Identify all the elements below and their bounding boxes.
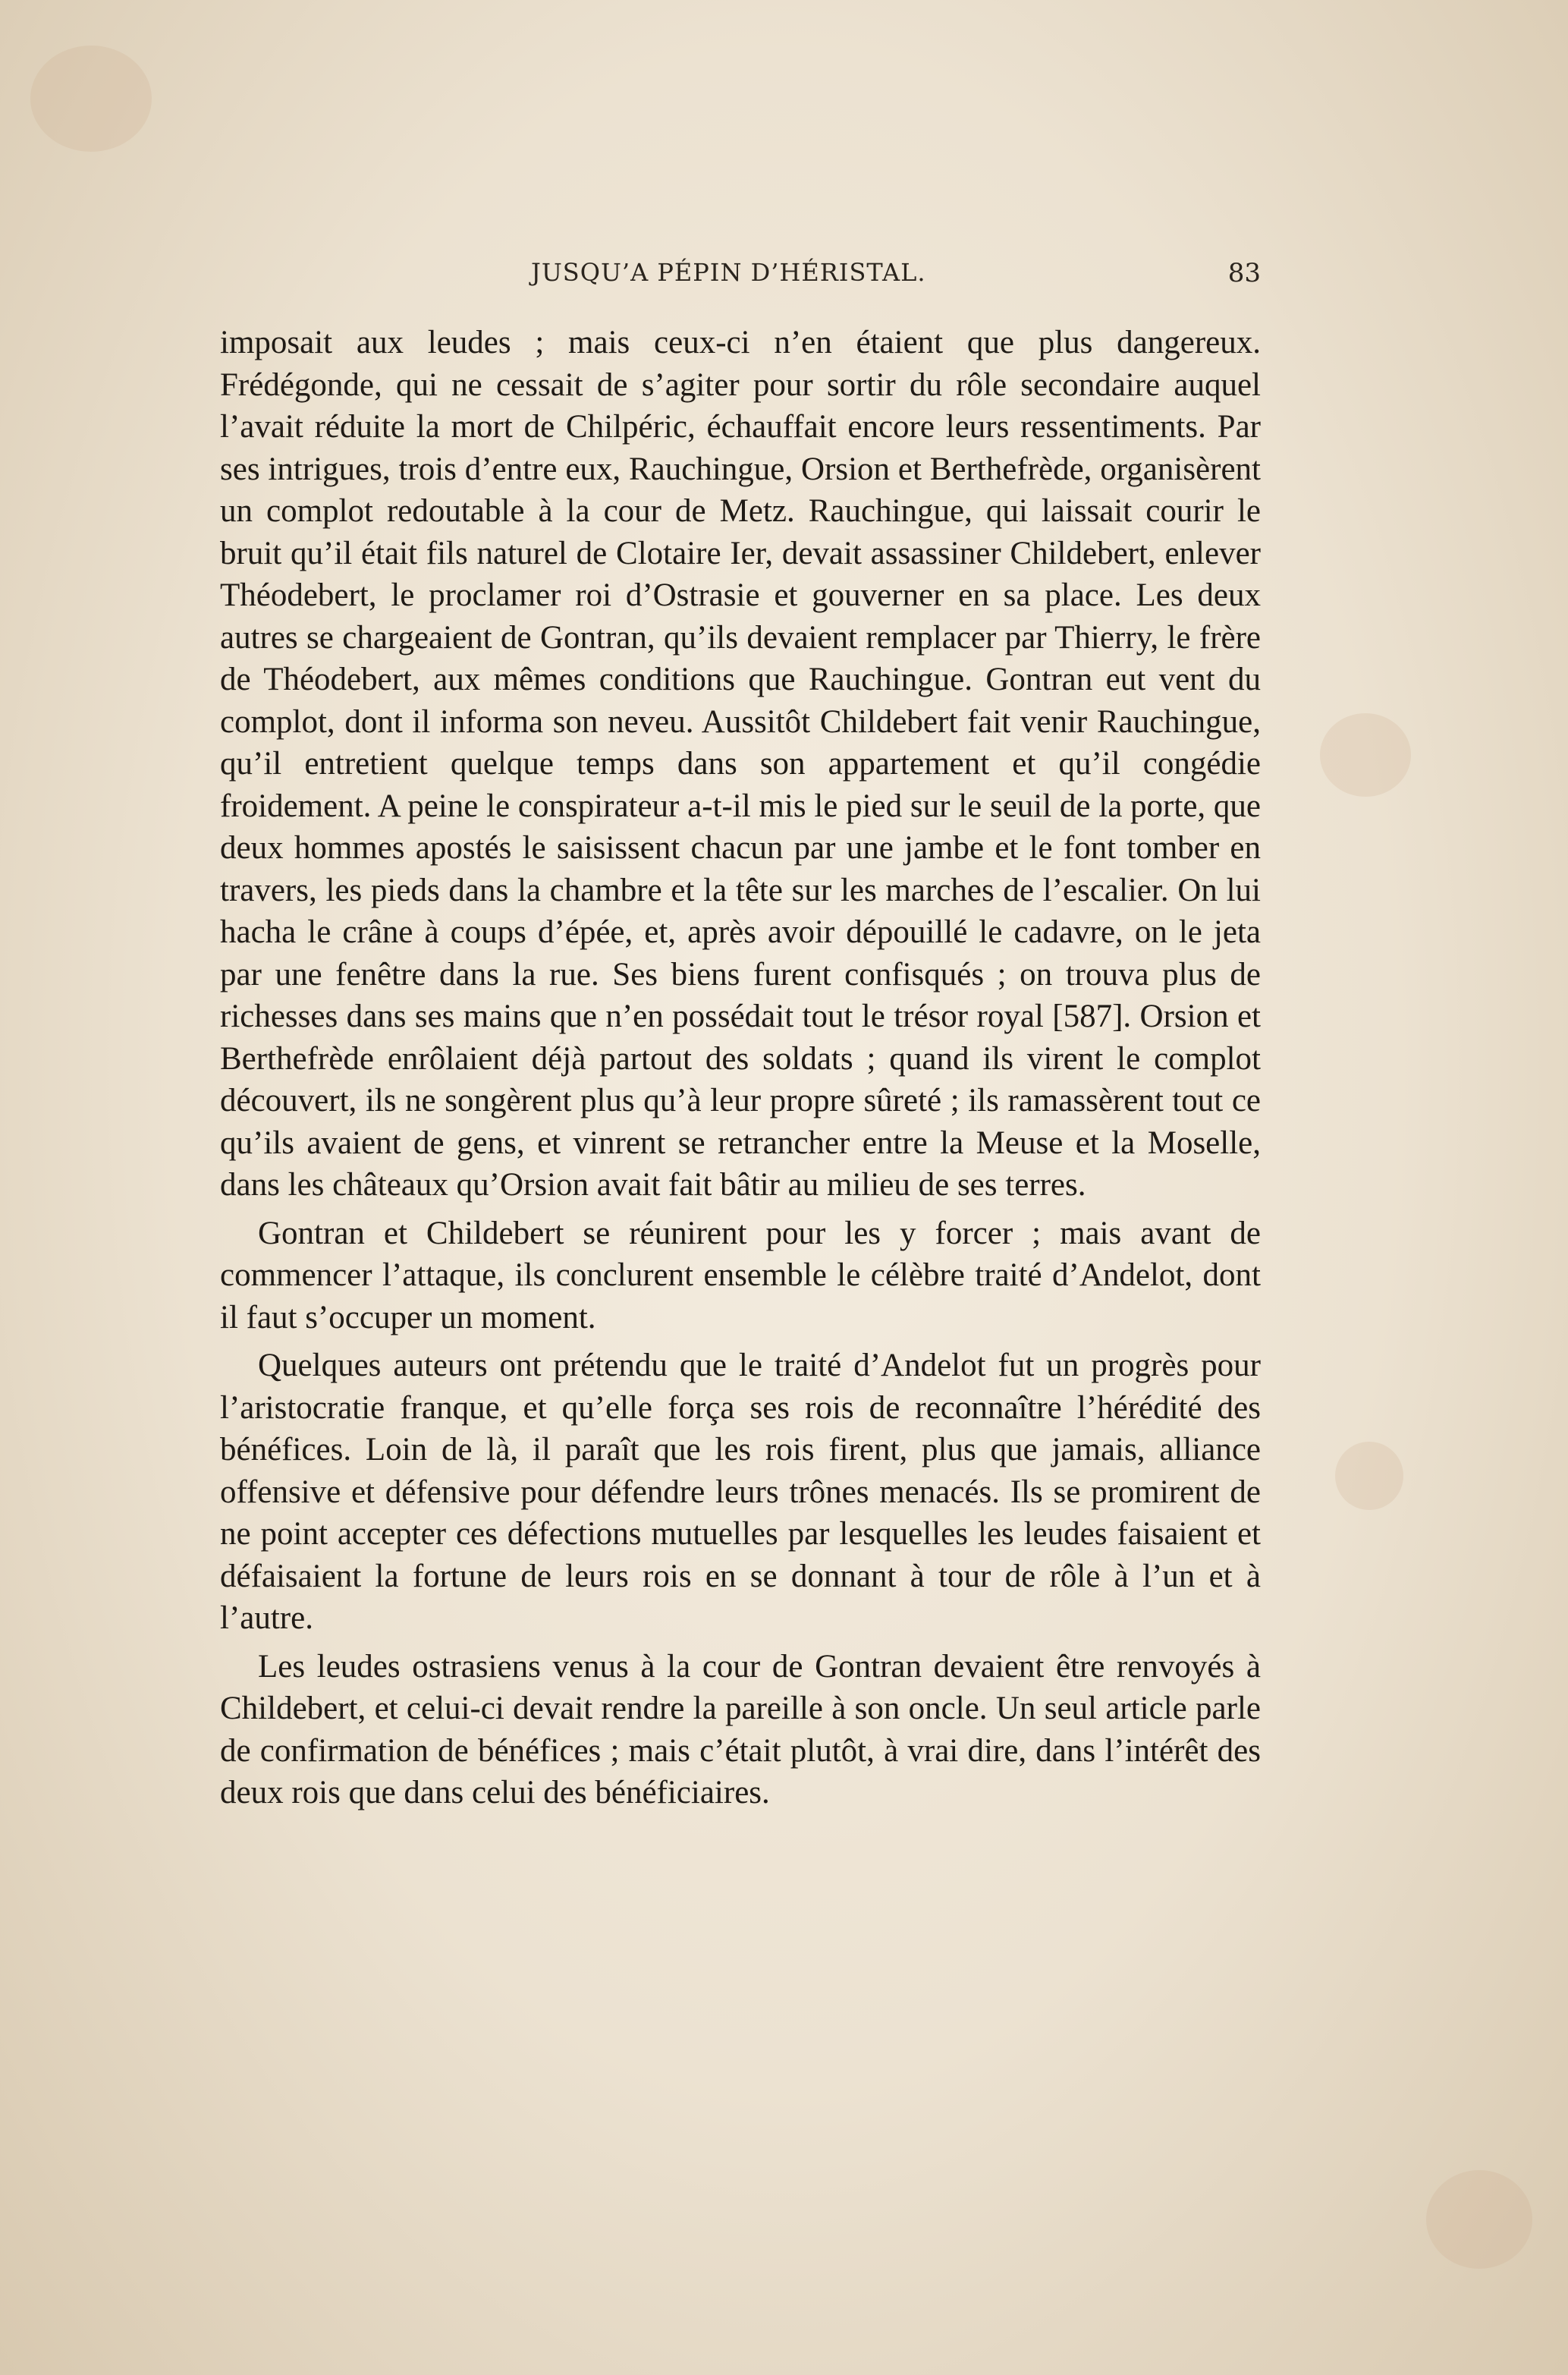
page-header — [220, 258, 1261, 296]
paragraph: imposait aux leudes ; mais ceux-ci n’en étaient que plus dangereux. Frédégonde, qui ne cessait de s’agiter pour sortir du rôle secondaire auquel l’avait réduite la mort de Chilpéric, échauffait encore leurs ressentiments. Par ses intrigues, trois d’entre eux, Rauchingue, Orsion et Berthefrède, organisèrent un complot redoutable à la cour de Metz. Rauchingue, qui laissait courir le bruit qu’il était fils naturel de Clotaire Ier, devait assassiner Childebert, enlever Théodebert, le proclamer roi d’Ostrasie et gouverner en sa place. Les deux autres se chargeaient de Gontran, qu’ils devaient remplacer par Thierry, le frère de Théodebert, aux mêmes conditions que Rauchingue. Gontran eut vent du complot, dont il informa son neveu. Aussitôt Childebert fait venir Rauchingue, qu’il entretient quelque temps dans son appartement et qu’il congédie froidement. A peine le conspirateur a-t-il mis le pied sur le seuil de la porte, que deux hommes apostés le saisissent chacun par une jambe et le font tomber en travers, les pieds dans la chambre et la tête sur les marches de l’escalier. On lui hacha le crâne à coups d’épée, et, après avoir dépouillé le cadavre, on le jeta par une fenêtre dans la rue. Ses biens furent confisqués ; on trouva plus de richesses dans ses mains que n’en possédait tout le trésor royal [587]. Orsion et Berthefrède enrôlaient déjà partout des soldats ; quand ils virent le complot découvert, ils ne songèrent plus qu’à leur propre sûreté ; ils ramassèrent tout ce qu’ils avaient de gens, et vinrent se retrancher entre la Meuse et la Moselle, dans les châteaux qu’Orsion avait fait bâtir au milieu de ses terres. — [220, 325, 1261, 1203]
paragraph: Gontran et Childebert se réunirent pour les y forcer ; mais avant de commencer l’attaque, ils conclurent ensemble le célèbre traité d’Andelot, dont il faut s’occuper un moment. — [220, 1215, 1261, 1335]
paper-stain — [1335, 1442, 1403, 1510]
paper-stain — [1426, 2170, 1532, 2269]
paper-stain — [1320, 713, 1411, 797]
paragraph: Les leudes ostrasiens venus à la cour de Gontran devaient être renvoyés à Childebert, et celui-ci devait rendre la pareille à son oncle. Un seul article parle de confirmation de bénéfices ; mais c’était plutôt, à vrai dire, dans l’intérêt des deux rois que dans celui des bénéficiaires. — [220, 1648, 1261, 1810]
page-number: 83 — [1227, 258, 1261, 288]
paper-stain — [30, 46, 152, 152]
paragraph: Quelques auteurs ont prétendu que le traité d’Andelot fut un progrès pour l’aristocratie franque, et qu’elle força ses rois de reconnaître l’hérédité des bénéfices. Loin de là, il paraît que les rois firent, plus que jamais, alliance offensive et défensive pour défendre leurs trônes menacés. Ils se promirent de ne point accepter ces défections mutuelles par lesquelles les leudes faisaient et défaisaient la fortune de leurs rois en se donnant à tour de rôle à l’un et à l’autre. — [220, 1348, 1261, 1636]
body-text — [220, 322, 1261, 1820]
running-title: JUSQU’A PÉPIN D’HÉRISTAL. — [531, 258, 926, 287]
